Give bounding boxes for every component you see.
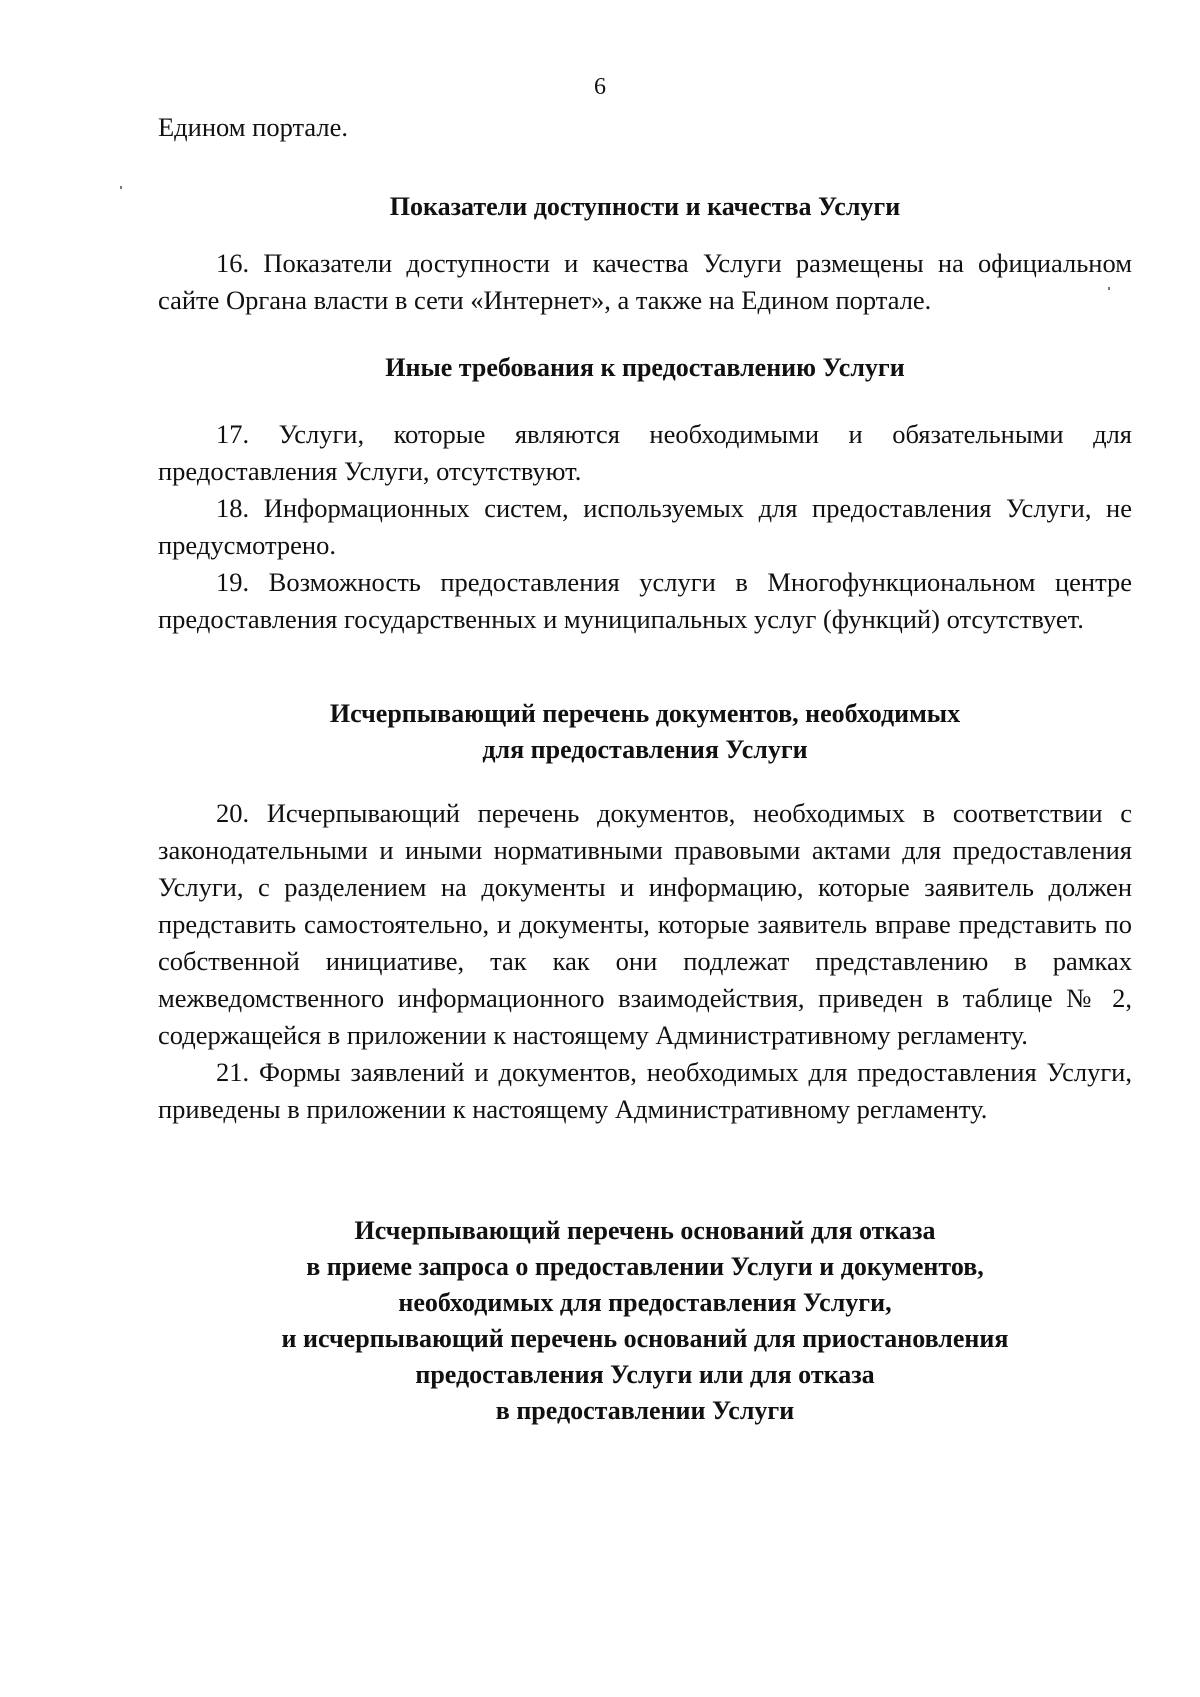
scan-speck (120, 186, 122, 189)
section-refusal-grounds (158, 1213, 1132, 1429)
section-other-requirements-body (158, 416, 1132, 638)
section-availability-quality (158, 189, 1132, 225)
section-documents-list-body (158, 795, 1132, 1128)
heading-line: Показатели доступности и качества Услуги (389, 192, 901, 221)
continuation-paragraph: Едином портале. (158, 112, 349, 142)
section-availability-quality-body (158, 245, 1132, 319)
paragraph-18: 18. Информационных систем, используемых для предоставления Услуги, не предусмотрено. (158, 493, 1132, 560)
heading-line: Исчерпывающий перечень документов, необходимых (329, 699, 961, 728)
scan-speck (1108, 287, 1110, 290)
section-heading (158, 1213, 1132, 1429)
paragraph-19: 19. Возможность предоставления услуги в Многофункциональном центре предоставления государственных и муниципальных услуг (функций) отсутствует. (158, 567, 1132, 634)
section-documents-list (158, 696, 1132, 768)
paragraph-16: 16. Показатели доступности и качества Услуги размещены на официальном сайте Органа власти в сети «Интернет», а также на Едином портале. (158, 248, 1132, 315)
section-heading (158, 696, 1132, 768)
section-heading (158, 189, 1132, 225)
heading-line: и исчерпывающий перечень оснований для приостановления (281, 1324, 1009, 1353)
heading-line: Исчерпывающий перечень оснований для отказа (354, 1216, 936, 1245)
heading-line: предоставления Услуги или для отказа (415, 1360, 875, 1389)
section-heading (158, 350, 1132, 386)
heading-line: Иные требования к предоставлению Услуги (385, 353, 905, 382)
section-other-requirements (158, 350, 1132, 386)
heading-line: в приеме запроса о предоставлении Услуги и документов, (306, 1252, 984, 1281)
heading-line: в предоставлении Услуги (495, 1396, 795, 1425)
page-number: 6 (594, 74, 606, 100)
heading-line: необходимых для предоставления Услуги, (398, 1288, 892, 1317)
heading-line: для предоставления Услуги (482, 735, 808, 764)
paragraph-17: 17. Услуги, которые являются необходимыми и обязательными для предоставления Услуги, отсутствуют. (158, 419, 1132, 486)
paragraph-20: 20. Исчерпывающий перечень документов, необходимых в соответствии с законодательными и иными нормативными правовыми актами для предоставления Услуги, с разделением на документы и информацию, которые заявитель должен представить самостоятельно, и документы, которые заявитель вправе представить по собственной инициативе, так как они подлежат представлению в рамках межведомственного информационного взаимодействия, приведен в таблице № 2, содержащейся в приложении к настоящему Административному регламенту. (158, 798, 1132, 1050)
paragraph-21: 21. Формы заявлений и документов, необходимых для предоставления Услуги, приведены в приложении к настоящему Административному регламенту. (158, 1057, 1132, 1124)
continuation-text-block (158, 109, 1132, 146)
